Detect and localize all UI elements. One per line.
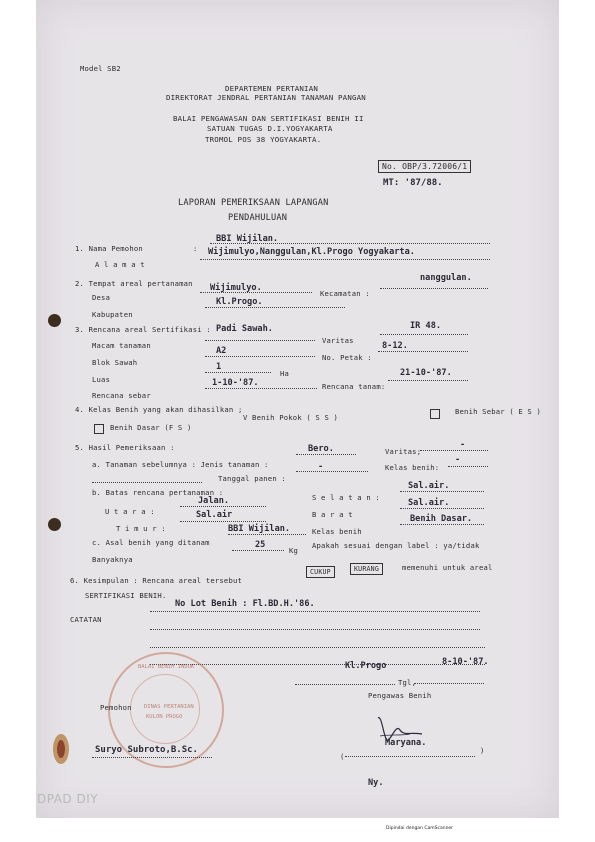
dotted-line [400, 524, 484, 525]
dotted-line [92, 757, 212, 758]
dotted-line [380, 288, 488, 289]
directorate-title: DIREKTORAT JENDRAL PERTANIAN TANAMAN PANGAN [166, 93, 366, 102]
timur-label: T i m u r : [116, 524, 166, 533]
timur-value: Sal.air [196, 510, 233, 520]
catatan-value: No Lot Benih : Fl.BD.H.'86. [175, 599, 315, 609]
kecamatan-label: Kecamatan : [320, 289, 370, 298]
kelas-benih-asal-value: Benih Dasar. [410, 514, 473, 524]
dotted-line [92, 482, 202, 483]
utara-value: Jalan. [198, 496, 230, 506]
kabupaten-value: Kl.Progo. [216, 297, 263, 307]
tanaman-sebelumnya-label: a. Tanaman sebelumnya : Jenis tanaman : [92, 460, 269, 469]
date-value: 8-10-'87. [442, 657, 489, 667]
pemohon-name: Suryo Subroto,B.Sc. [95, 745, 198, 755]
sertifikasi-label: SERTIFIKASI BENIH. [85, 591, 167, 600]
jenis-tanaman-value: Bero. [308, 444, 334, 454]
utara-label: U t a r a : [105, 507, 155, 516]
nama-pemohon-label: 1. Nama Pemohon [75, 244, 143, 253]
ha-label: Ha [280, 369, 290, 378]
report-subtitle: PENDAHULUAN [228, 213, 288, 223]
dotted-line [448, 466, 488, 467]
reference-number: No. OBP/3.72006/1 [378, 160, 471, 173]
dotted-line [420, 450, 488, 451]
watermark: DPAD DIY [37, 792, 99, 806]
selatan-value: Sal.air. [408, 481, 450, 491]
dotted-line [296, 454, 356, 455]
sesuai-label: Apakah sesuai dengan label : ya/tidak [312, 541, 480, 550]
asal-benih-label: c. Asal benih yang ditanam [92, 538, 210, 547]
dotted-line [388, 380, 468, 381]
kecamatan-value: nanggulan. [420, 273, 472, 283]
colon: : [193, 244, 198, 253]
dotted-line [232, 550, 284, 551]
dotted-line [150, 611, 480, 612]
dotted-line [205, 356, 315, 357]
place-value: Kl.Progo [345, 661, 387, 671]
kelas-benih-sebelumnya-value: - [455, 455, 461, 465]
tanggal-panen-value: - [318, 462, 324, 472]
asal-benih-value: BBI Wijilan. [228, 524, 291, 534]
dotted-line [150, 629, 480, 630]
balai-title: BALAI PENGAWASAN DAN SERTIFIKASI BENIH II [173, 114, 364, 123]
benih-dasar-checkbox[interactable] [94, 424, 104, 434]
banyaknya-label: Banyaknya [92, 555, 133, 564]
pemohon-label: Pemohon [100, 703, 132, 712]
dotted-line [205, 307, 345, 308]
dotted-line [228, 534, 306, 535]
dotted-line [296, 471, 368, 472]
dotted-line [378, 351, 468, 352]
varitas-sebelumnya-label: Varitas; [385, 447, 422, 456]
tromol-title: TROMOL POS 38 YOGYAKARTA. [205, 135, 322, 144]
dotted-line [205, 340, 315, 341]
catatan-label: CATATAN [70, 615, 102, 624]
pengawas-label: Pengawas Benih [368, 691, 432, 700]
dotted-line [295, 684, 395, 685]
blok-sawah-value: A2 [216, 346, 227, 356]
dotted-line [150, 647, 485, 648]
dotted-line [414, 683, 484, 684]
alamat-label: A l a m a t [95, 260, 145, 269]
banyaknya-value: 25 [255, 540, 266, 550]
pengawas-name: Maryana. [385, 738, 427, 748]
desa-value: Wijimulyo. [210, 283, 262, 293]
dotted-line [400, 508, 484, 509]
barat-value: Sal.air. [408, 498, 450, 508]
official-stamp: BALAI BENIH INDUK DINAS PERTANIAN KULON PROGO [108, 652, 224, 768]
batas-rencana-label: b. Batas rencana pertanaman : [92, 488, 224, 497]
benih-pokok-option: V Benih Pokok ( S S ) [243, 413, 339, 422]
dotted-line [400, 491, 484, 492]
benih-sebar-option: Benih Sebar ( E S ) [455, 407, 542, 416]
varitas-label: Varitas [322, 336, 354, 345]
mt-label: MT: '87/88. [383, 178, 443, 188]
dotted-line [180, 506, 266, 507]
tanggal-panen-label: Tanggal panen : [218, 474, 286, 483]
ny-label: Ny. [368, 778, 384, 788]
cukup-option: CUKUP [306, 566, 335, 578]
report-title: LAPORAN PEMERIKSAAN LAPANGAN [178, 198, 329, 208]
kesimpulan-label: 6. Kesimpulan : Rencana areal tersebut [70, 576, 243, 585]
selatan-label: S e l a t a n : [312, 493, 380, 502]
kelas-benih-label: 4. Kelas Benih yang akan dihasilkan ; [75, 405, 243, 414]
dotted-line [210, 243, 490, 244]
satuan-title: SATUAN TUGAS D.I.YOGYAKARTA [207, 124, 333, 133]
varitas-sebelumnya-value: - [460, 440, 466, 450]
dept-title: DEPARTEMEN PERTANIAN [225, 84, 318, 93]
macam-tanaman-label: Macam tanaman [92, 341, 151, 350]
dotted-line [345, 756, 475, 757]
desa-label: Desa [92, 293, 111, 302]
kurang-option: KURANG [350, 563, 383, 575]
benih-sebar-checkbox[interactable] [430, 409, 440, 419]
kg-label: Kg [289, 546, 299, 555]
hasil-pemeriksaan-label: 5. Hasil Pemeriksaan : [75, 443, 175, 452]
kelas-benih-sebelumnya-label: Kelas benih: [385, 463, 440, 472]
alamat-value: Wijimulyo,Nanggulan,Kl.Progo Yogyakarta. [208, 247, 415, 257]
barat-label: B a r a t [312, 510, 353, 519]
pengawas-open-paren: ( [340, 752, 345, 761]
luas-label: Luas [92, 375, 111, 384]
luas-value: 1 [216, 362, 222, 372]
punch-hole [48, 314, 61, 327]
rencana-sebar-value: 1-10-'87. [212, 378, 259, 388]
no-petak-label: No. Petak : [322, 353, 372, 362]
blok-sawah-label: Blok Sawah [92, 358, 138, 367]
dotted-line [380, 334, 468, 335]
macam-tanaman-value: Padi Sawah. [216, 324, 273, 334]
dotted-line [200, 292, 312, 293]
pengawas-close-paren: ) [480, 746, 485, 755]
no-petak-value: 8-12. [382, 341, 408, 351]
rencana-areal-label: 3. Rencana areal Sertifikasi : [75, 325, 211, 334]
rencana-tanam-value: 21-10-'87. [400, 368, 452, 378]
benih-dasar-option: Benih Dasar (F S ) [110, 423, 192, 432]
tgl-label: Tgl, [398, 678, 417, 687]
punch-hole [48, 518, 61, 531]
varitas-value: IR 48. [410, 321, 442, 331]
rencana-sebar-label: Rencana sebar [92, 391, 151, 400]
dotted-line [200, 259, 490, 260]
kesimpulan-tail: memenuhi untuk areal [402, 563, 493, 572]
kabupaten-label: Kabupaten [92, 310, 133, 319]
rencana-tanam-label: Rencana tanam: [322, 382, 386, 391]
nama-pemohon-value: BBI Wijilan. [216, 234, 279, 244]
dotted-line [205, 388, 317, 389]
scanner-credit: Dipindai dengan CamScanner [386, 826, 454, 831]
tempat-areal-label: 2. Tempat areal pertanaman [75, 279, 193, 288]
dotted-line [180, 521, 266, 522]
model-label: Model SB2 [80, 64, 121, 73]
kelas-benih-asal-label: Kelas benih [312, 527, 362, 536]
dotted-line [205, 372, 271, 373]
emblem-sticker [50, 730, 72, 768]
